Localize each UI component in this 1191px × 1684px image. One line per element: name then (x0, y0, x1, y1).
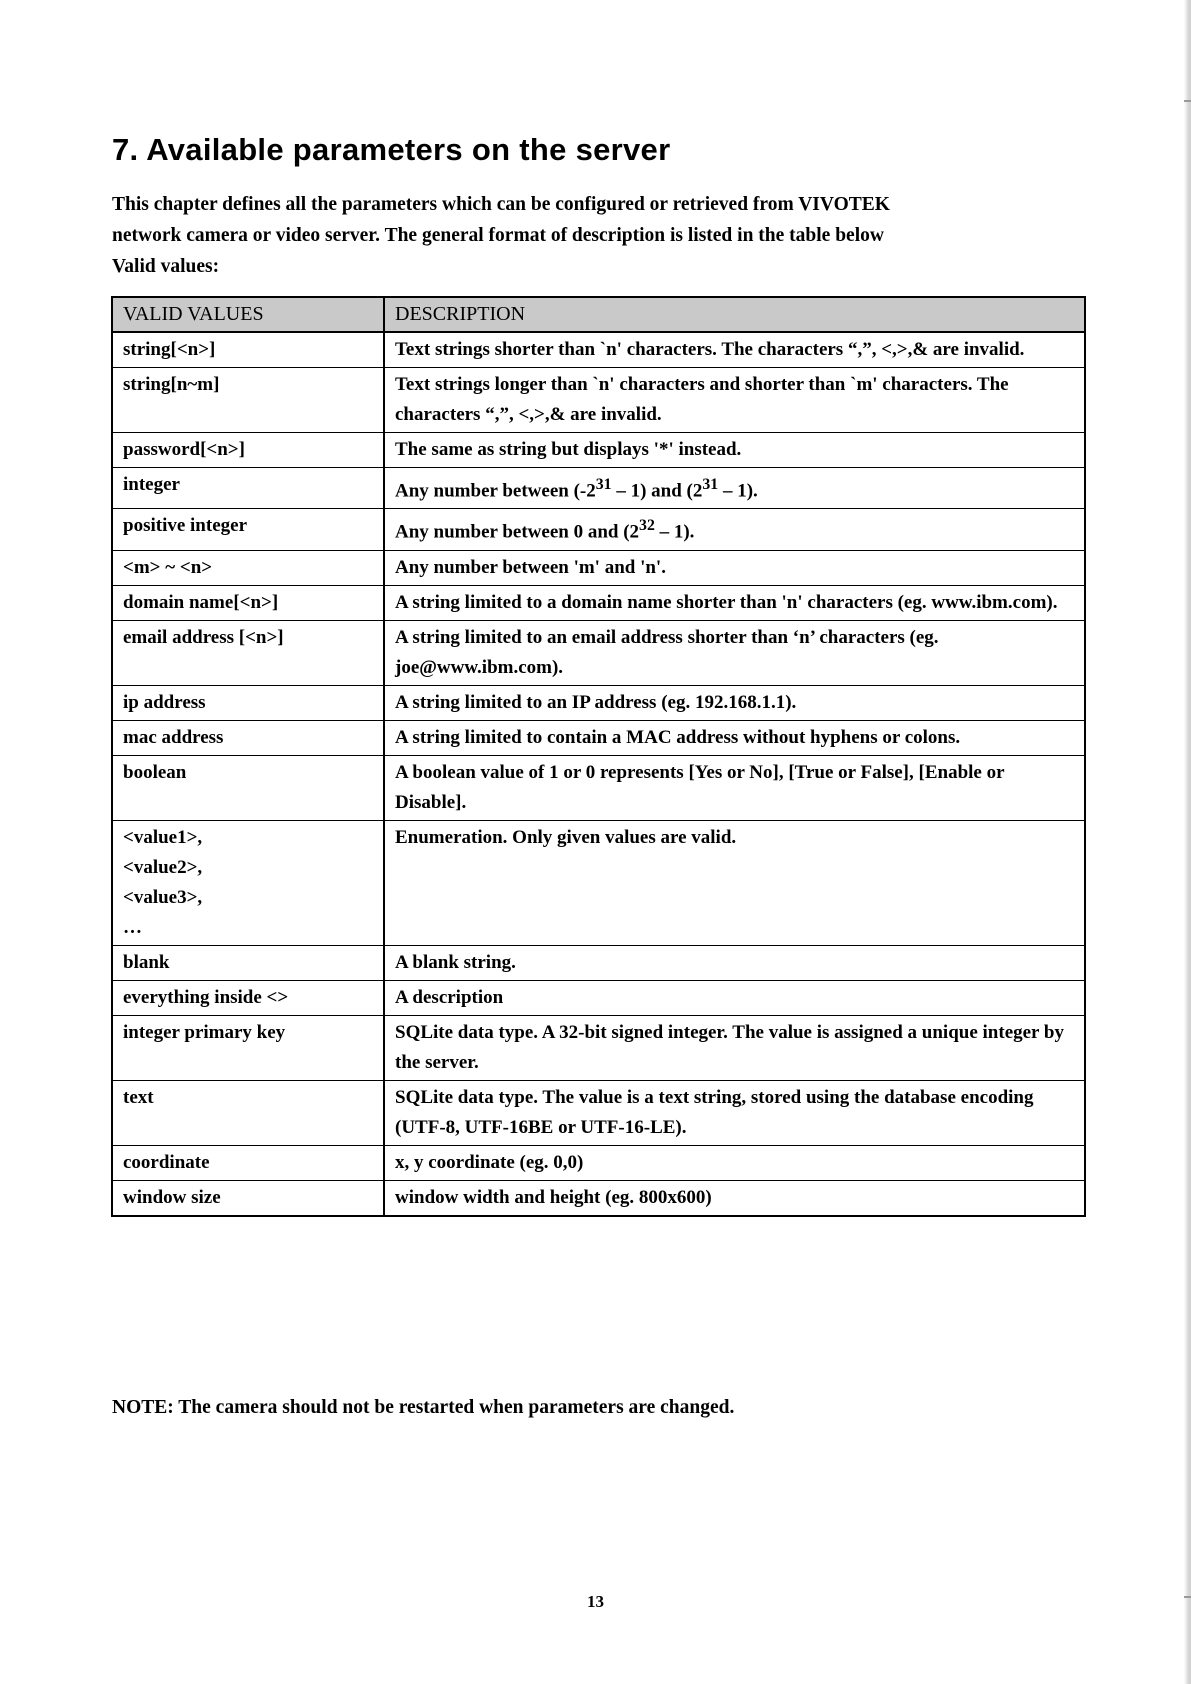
table-row (112, 509, 1085, 550)
enum-value-line: <value3>, (123, 886, 203, 908)
intro-line: network camera or video server. The general format of description is listed in the table below (112, 225, 884, 246)
valid-value-cell: domain name[<n>] (112, 585, 384, 620)
intro-paragraph (112, 189, 1072, 282)
description-text: Any number between 0 and (2 (395, 521, 640, 543)
valid-value-cell: window size (112, 1180, 384, 1216)
valid-value-cell: integer primary key (112, 1015, 384, 1080)
exponent: 31 (702, 476, 719, 493)
header-valid-values: VALID VALUES (112, 297, 384, 332)
valid-value-cell: mac address (112, 720, 384, 755)
exponent: 31 (595, 476, 612, 493)
description-cell: Any number between 'm' and 'n'. (384, 550, 1085, 585)
valid-value-cell: text (112, 1080, 384, 1145)
description-cell: Enumeration. Only given values are valid. (384, 820, 1085, 945)
valid-value-cell: string[n~m] (112, 368, 384, 433)
valid-value-cell: email address [<n>] (112, 620, 384, 685)
valid-value-cell: <m> ~ <n> (112, 550, 384, 585)
description-cell: A description (384, 980, 1085, 1015)
enum-value-line: <value1>, (123, 826, 203, 848)
valid-values-table (111, 296, 1086, 1217)
valid-value-cell: everything inside <> (112, 980, 384, 1015)
table-row (112, 755, 1085, 820)
description-cell (384, 468, 1085, 509)
section-heading: 7. Available parameters on the server (112, 132, 671, 167)
description-cell: The same as string but displays '*' instead. (384, 433, 1085, 468)
table-row (112, 1180, 1085, 1216)
description-text: – 1) and (2 (611, 480, 703, 502)
description-cell: SQLite data type. The value is a text string, stored using the database encoding (UTF-8, UTF-16BE or UTF-16-LE). (384, 1080, 1085, 1145)
table-row (112, 820, 1085, 945)
description-cell: Text strings shorter than `n' characters. The characters “,”, <,>,& are invalid. (384, 332, 1085, 368)
description-cell: x, y coordinate (eg. 0,0) (384, 1145, 1085, 1180)
description-cell: A string limited to an IP address (eg. 192.168.1.1). (384, 685, 1085, 720)
table-row (112, 1145, 1085, 1180)
description-cell: A boolean value of 1 or 0 represents [Yes or No], [True or False], [Enable or Disable]. (384, 755, 1085, 820)
description-cell: SQLite data type. A 32-bit signed integer. The value is assigned a unique integer by the server. (384, 1015, 1085, 1080)
description-cell: A blank string. (384, 945, 1085, 980)
edge-notch (1184, 100, 1191, 102)
exponent: 32 (639, 517, 655, 535)
page-edge-shadow (1184, 0, 1191, 1684)
description-cell: window width and height (eg. 800x600) (384, 1180, 1085, 1216)
description-cell: A string limited to an email address shorter than ‘n’ characters (eg. joe@www.ibm.com). (384, 620, 1085, 685)
description-cell: Text strings longer than `n' characters and shorter than `m' characters. The characters “,”, <,>,& are invalid. (384, 368, 1085, 433)
description-text: Any number between (-2 (395, 480, 596, 502)
table-row (112, 468, 1085, 509)
valid-value-cell: ip address (112, 685, 384, 720)
table-row (112, 585, 1085, 620)
intro-line: Valid values: (112, 256, 220, 277)
table-row (112, 945, 1085, 980)
description-text: – 1). (718, 480, 758, 502)
description-cell: A string limited to a domain name shorter than 'n' characters (eg. www.ibm.com). (384, 585, 1085, 620)
page-number: 13 (587, 1592, 604, 1611)
description-text: – 1). (654, 521, 695, 543)
enum-value-line: … (123, 916, 142, 938)
valid-value-cell: positive integer (112, 509, 384, 550)
table-row (112, 980, 1085, 1015)
restart-note: NOTE: The camera should not be restarted when parameters are changed. (112, 1397, 735, 1418)
description-cell (384, 509, 1085, 550)
table-row (112, 720, 1085, 755)
valid-value-cell: string[<n>] (112, 332, 384, 368)
description-cell: A string limited to contain a MAC address without hyphens or colons. (384, 720, 1085, 755)
table-row (112, 1080, 1085, 1145)
table-row (112, 1015, 1085, 1080)
valid-value-cell: password[<n>] (112, 433, 384, 468)
intro-line: This chapter defines all the parameters which can be configured or retrieved from VIVOTEK (112, 194, 890, 215)
table-header-row (112, 297, 1085, 332)
valid-value-cell: integer (112, 468, 384, 509)
table-row (112, 368, 1085, 433)
valid-value-cell: blank (112, 945, 384, 980)
header-description: DESCRIPTION (384, 297, 1085, 332)
enum-value-line: <value2>, (123, 856, 203, 878)
valid-value-cell: boolean (112, 755, 384, 820)
valid-value-cell (112, 820, 384, 945)
table-row (112, 620, 1085, 685)
table-row (112, 332, 1085, 368)
table-row (112, 433, 1085, 468)
table-row (112, 685, 1085, 720)
table-row (112, 550, 1085, 585)
valid-value-cell: coordinate (112, 1145, 384, 1180)
